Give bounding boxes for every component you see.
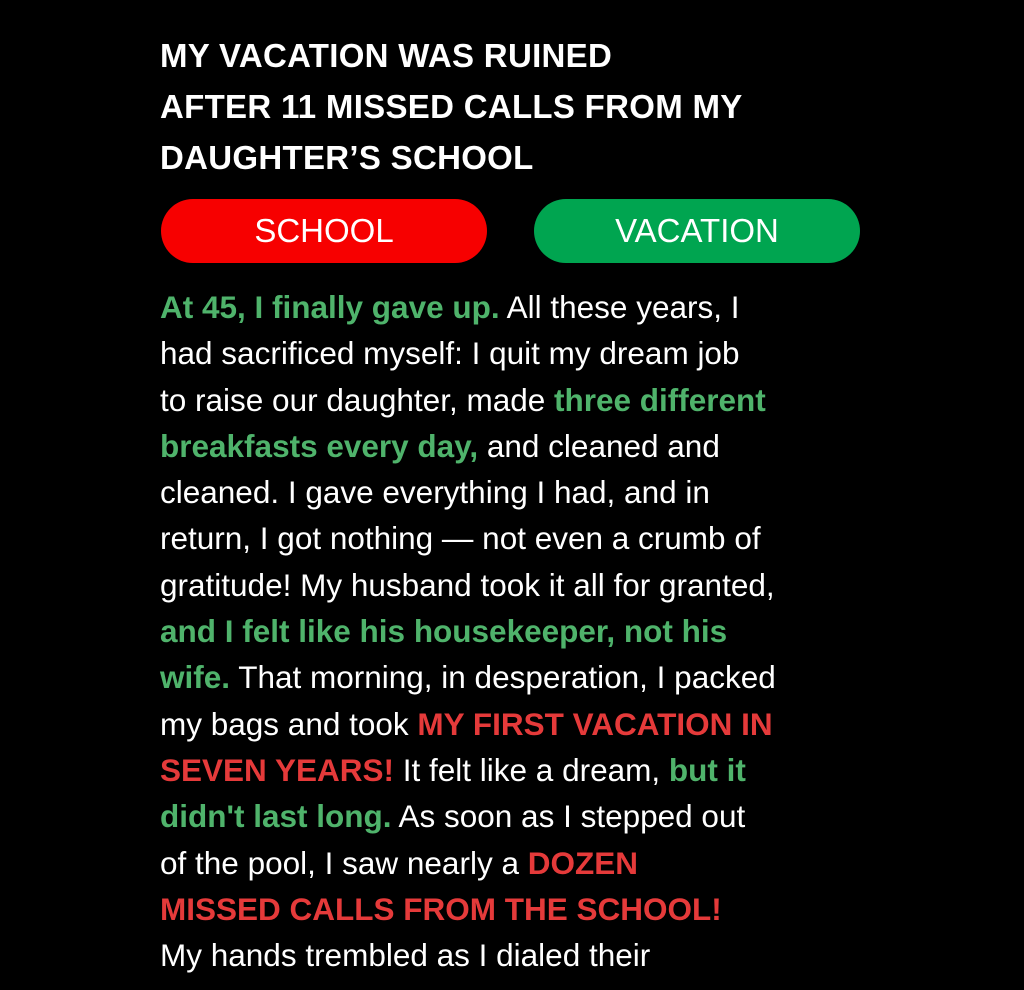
highlight-green-text: but it <box>668 751 746 788</box>
highlight-red-text: MISSED CALLS FROM THE SCHOOL! <box>160 890 722 927</box>
story-text-segment: and cleaned and <box>478 427 720 464</box>
highlight-green-text: and I felt like his housekeeper, not his <box>160 613 728 650</box>
vacation-tag-button[interactable]: VACATION <box>534 199 860 263</box>
story-text-segment: to raise our daughter, made <box>160 381 554 418</box>
story-text-segment: my bags and took <box>160 705 418 742</box>
story-text-segment: My hands trembled as I dialed their <box>160 937 651 974</box>
story-text-segment: cleaned. I gave everything I had, and in <box>160 474 710 511</box>
highlight-green-text: At 45, I finally gave up. <box>160 289 500 325</box>
title-line: DAUGHTER’S SCHOOL <box>160 139 534 176</box>
highlight-green-text: wife. <box>160 659 231 696</box>
title-line: AFTER 11 MISSED CALLS FROM MY <box>160 88 743 125</box>
article-title <box>160 30 880 183</box>
highlight-green-text: three different <box>554 381 766 418</box>
story-text-segment: It felt like a dream, <box>394 751 669 788</box>
story-text-segment: gratitude! My husband took it all for granted, <box>160 566 775 603</box>
story-text-segment: had sacrificed myself: I quit my dream job <box>160 335 740 372</box>
school-tag-button[interactable]: SCHOOL <box>161 199 487 263</box>
highlight-red-text: SEVEN YEARS! <box>160 751 394 788</box>
highlight-red-text: DOZEN <box>527 844 638 881</box>
highlight-red-text: MY FIRST VACATION IN <box>417 705 773 742</box>
story-text-segment: As soon as I stepped out <box>391 798 746 835</box>
story-text-segment: of the pool, I saw nearly a <box>160 844 528 881</box>
story-text-segment: That morning, in desperation, I packed <box>230 659 776 696</box>
story-text-segment: All these years, I <box>499 289 740 325</box>
title-line: MY VACATION WAS RUINED <box>160 37 613 74</box>
story-text <box>160 284 870 978</box>
highlight-green-text: breakfasts every day, <box>160 427 479 464</box>
story-text-segment: return, I got nothing — not even a crumb of <box>160 520 761 557</box>
highlight-green-text: didn't last long. <box>160 798 392 835</box>
